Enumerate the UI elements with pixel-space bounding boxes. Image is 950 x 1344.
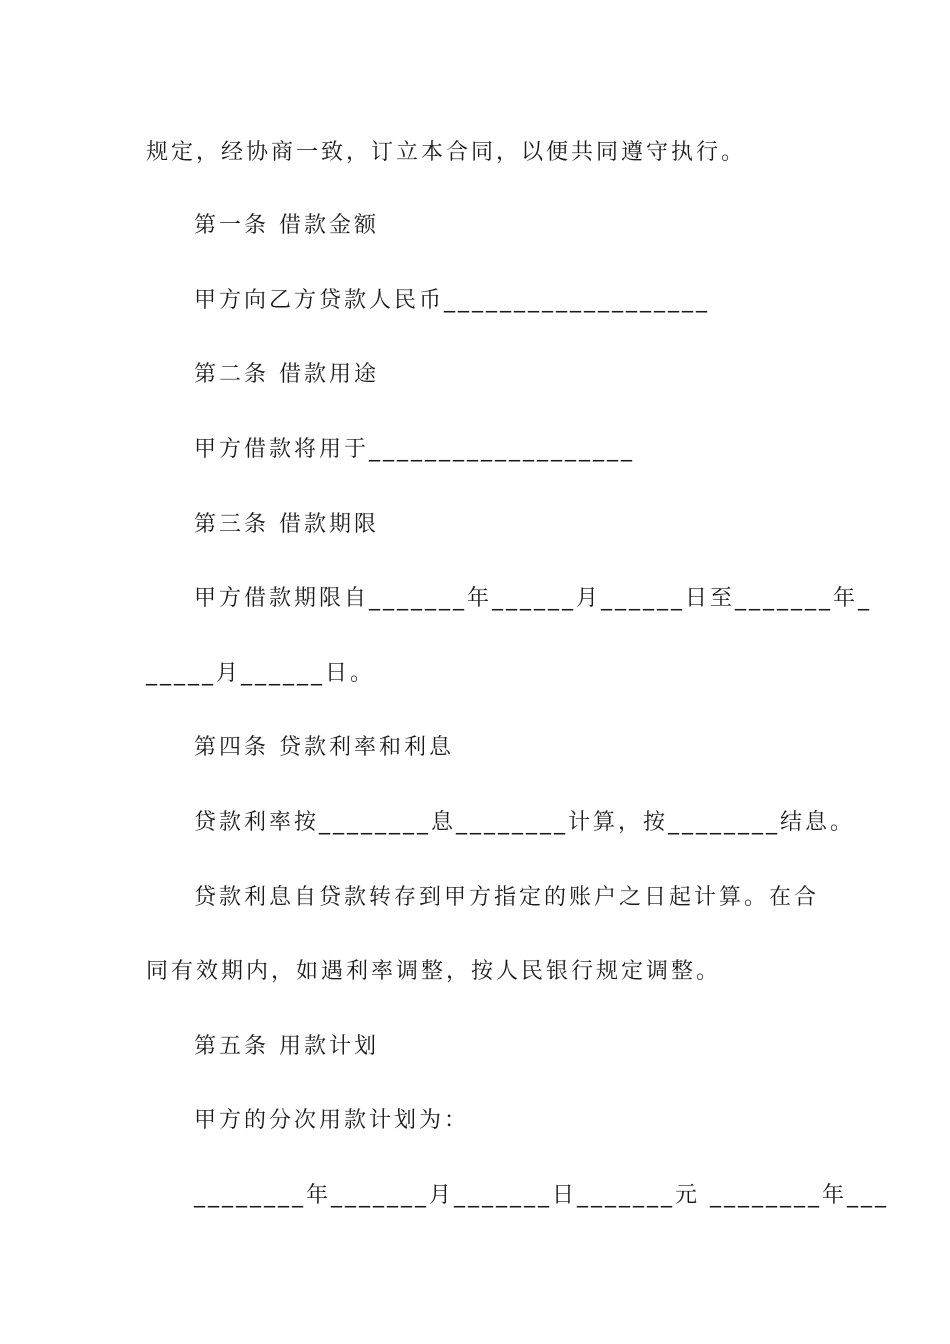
paragraph-line: 甲方借款期限自_______年______月______日至_______年_ bbox=[194, 586, 873, 611]
section-heading: 第五条 用款计划 bbox=[194, 1034, 379, 1059]
section-heading: 第四条 贷款利率和利息 bbox=[194, 735, 454, 760]
paragraph-line: 甲方的分次用款计划为： bbox=[194, 1108, 470, 1133]
paragraph-line: 甲方借款将用于___________________ bbox=[194, 437, 636, 462]
paragraph-line: _____月______日。 bbox=[146, 661, 376, 686]
paragraph-line: 甲方向乙方贷款人民币___________________ bbox=[194, 288, 711, 313]
section-heading: 第二条 借款用途 bbox=[194, 362, 379, 387]
paragraph-line: 贷款利率按________息________计算，按________结息。 bbox=[194, 810, 856, 835]
section-heading: 第一条 借款金额 bbox=[194, 213, 379, 238]
paragraph-line: ________年_______月_______日_______元 ________年___ bbox=[194, 1183, 889, 1208]
paragraph-line: 同有效期内，如遇利率调整，按人民银行规定调整。 bbox=[146, 959, 722, 984]
section-heading: 第三条 借款期限 bbox=[194, 512, 379, 537]
paragraph-line: 规定，经协商一致，订立本合同，以便共同遵守执行。 bbox=[146, 140, 747, 165]
paragraph-line: 贷款利息自贷款转存到甲方指定的账户之日起计算。在合 bbox=[194, 885, 820, 910]
